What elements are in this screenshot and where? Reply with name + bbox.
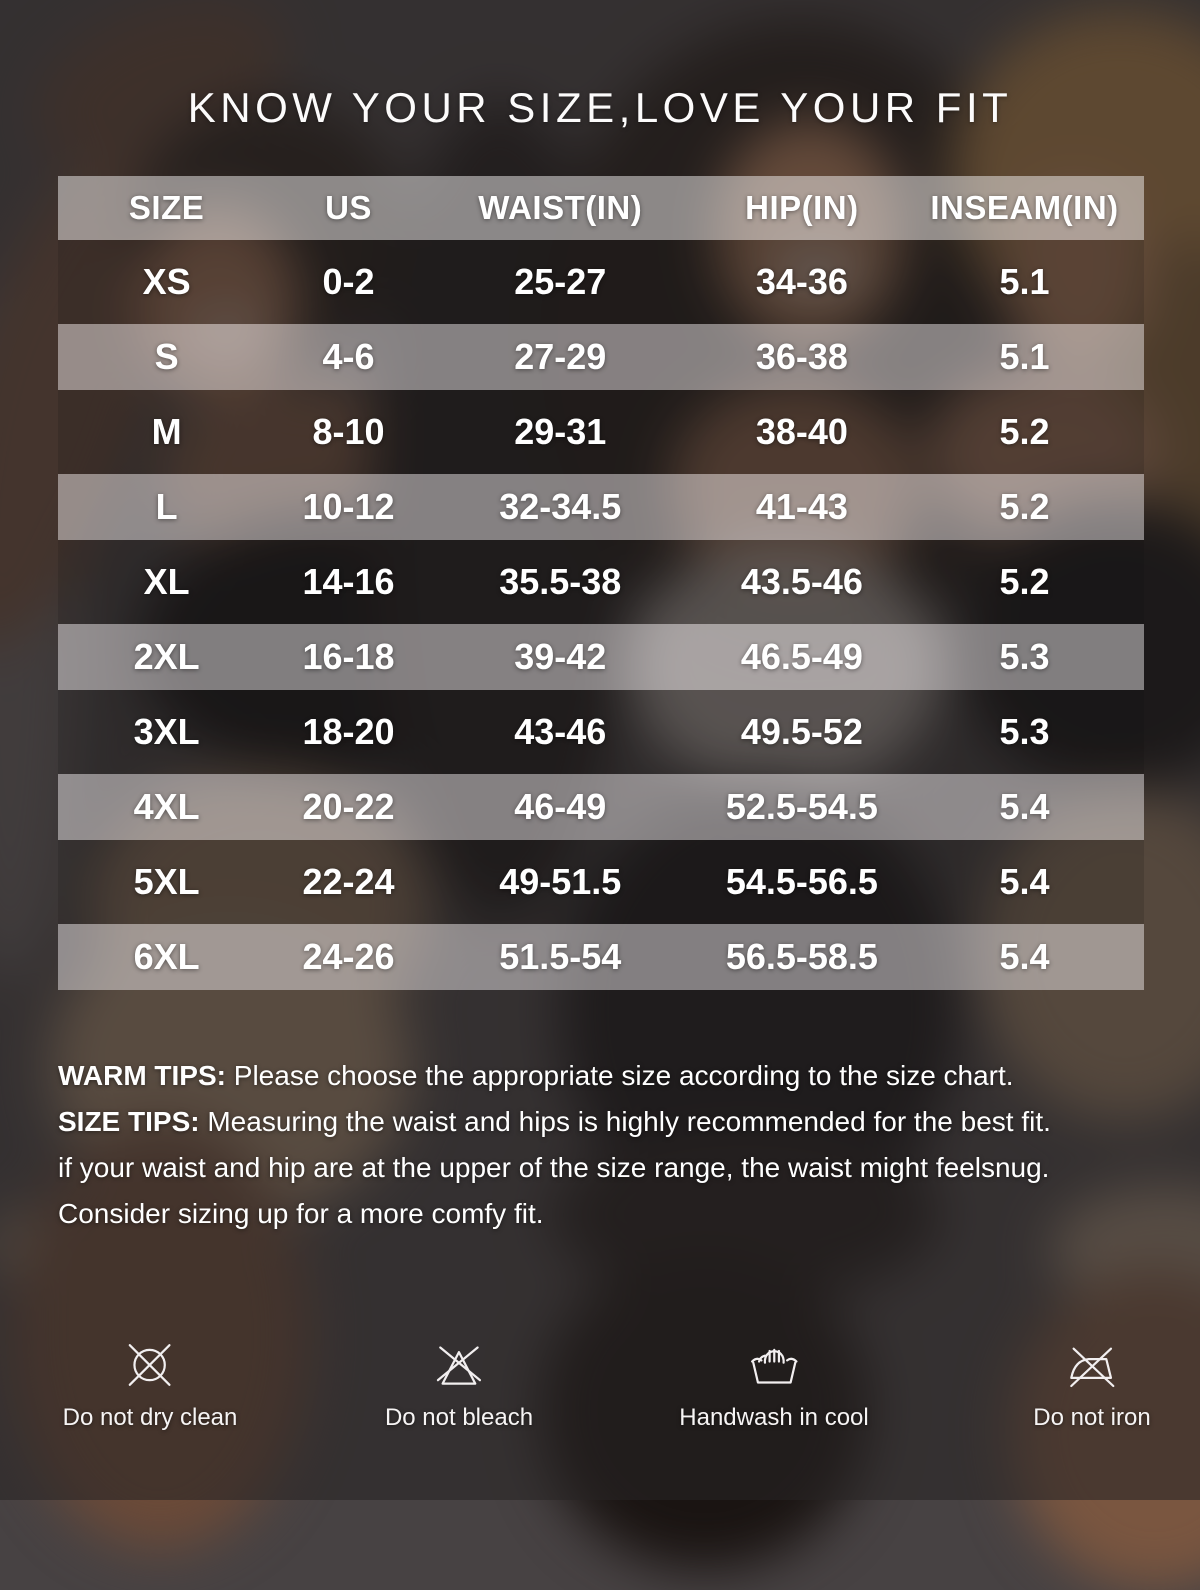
- table-row-xs: [58, 240, 1144, 324]
- warm-tips-text: Please choose the appropriate size according to the size chart.: [226, 1060, 1014, 1091]
- cell-inseam: 5.4: [999, 861, 1050, 902]
- cell-inseam: 5.2: [999, 486, 1050, 527]
- table-row-3xl: [58, 690, 1144, 774]
- cell-size: 6XL: [133, 936, 200, 977]
- cell-size: L: [155, 486, 178, 527]
- handwash-icon: [746, 1337, 802, 1393]
- table-row-xl: [58, 540, 1144, 624]
- cell-size: M: [151, 411, 182, 452]
- table-row-6xl: [58, 924, 1144, 990]
- cell-inseam: 5.3: [999, 636, 1050, 677]
- tips-line-4: Consider sizing up for a more comfy fit.: [58, 1198, 544, 1229]
- size-tips-label: SIZE TIPS:: [58, 1106, 200, 1137]
- do-not-bleach-icon: [431, 1337, 487, 1393]
- size-tips-text: Measuring the waist and hips is highly recommended for the best fit.: [199, 1106, 1051, 1137]
- cell-inseam: 5.1: [999, 336, 1050, 377]
- size-tips-line: [58, 1099, 1148, 1145]
- tips-line-3: if your waist and hip are at the upper of the size range, the waist might feelsnug.: [58, 1152, 1050, 1183]
- cell-hip: 43.5-46: [740, 561, 863, 602]
- care-instructions: [0, 1337, 1200, 1477]
- cell-inseam: 5.4: [999, 936, 1050, 977]
- cell-waist: 32-34.5: [499, 486, 622, 527]
- cell-hip: 52.5-54.5: [725, 786, 878, 827]
- cell-size: 5XL: [133, 861, 200, 902]
- cell-us: 20-22: [302, 786, 395, 827]
- care-label: Handwash in cool: [679, 1404, 869, 1431]
- cell-inseam: 5.4: [999, 786, 1050, 827]
- cell-hip: 36-38: [755, 336, 848, 377]
- warm-tips-label: WARM TIPS:: [58, 1060, 226, 1091]
- care-item-do-not-dry-clean: [63, 1337, 238, 1432]
- table-row-s: [58, 324, 1144, 390]
- cell-waist: 29-31: [514, 411, 607, 452]
- do-not-iron-icon: [1064, 1337, 1120, 1393]
- care-label: Do not bleach: [384, 1404, 534, 1431]
- column-header-us: US: [325, 189, 372, 226]
- care-item-handwash: [679, 1337, 868, 1432]
- cell-waist: 46-49: [514, 786, 607, 827]
- cell-us: 16-18: [302, 636, 395, 677]
- care-item-do-not-bleach: [385, 1337, 533, 1432]
- page-title: KNOW YOUR SIZE,LOVE YOUR FIT: [187, 84, 1013, 131]
- cell-waist: 49-51.5: [499, 861, 622, 902]
- sizing-tips: [58, 1053, 1148, 1237]
- cell-size: 2XL: [133, 636, 200, 677]
- cell-inseam: 5.1: [999, 261, 1050, 302]
- cell-waist: 39-42: [514, 636, 607, 677]
- cell-us: 4-6: [322, 336, 375, 377]
- cell-us: 24-26: [302, 936, 395, 977]
- cell-size: XS: [142, 261, 191, 302]
- cell-hip: 54.5-56.5: [725, 861, 878, 902]
- care-label: Do not dry clean: [62, 1404, 238, 1431]
- column-header-hip: HIP(IN): [745, 189, 859, 226]
- cell-us: 18-20: [302, 711, 395, 752]
- cell-waist: 25-27: [514, 261, 607, 302]
- cell-size: S: [154, 336, 179, 377]
- cell-size: XL: [143, 561, 190, 602]
- cell-size: 4XL: [133, 786, 200, 827]
- cell-us: 14-16: [302, 561, 395, 602]
- cell-inseam: 5.2: [999, 411, 1050, 452]
- cell-hip: 38-40: [755, 411, 848, 452]
- cell-inseam: 5.3: [999, 711, 1050, 752]
- table-row-l: [58, 474, 1144, 540]
- cell-hip: 49.5-52: [740, 711, 863, 752]
- column-header-inseam: INSEAM(IN): [930, 189, 1119, 226]
- table-row-m: [58, 390, 1144, 474]
- cell-size: 3XL: [133, 711, 200, 752]
- cell-hip: 56.5-58.5: [725, 936, 878, 977]
- cell-us: 22-24: [302, 861, 395, 902]
- table-row-2xl: [58, 624, 1144, 690]
- cell-inseam: 5.2: [999, 561, 1050, 602]
- cell-waist: 35.5-38: [499, 561, 622, 602]
- warm-tips-line: [58, 1053, 1148, 1099]
- care-item-do-not-iron: [1033, 1337, 1150, 1432]
- cell-waist: 51.5-54: [499, 936, 622, 977]
- cell-hip: 41-43: [755, 486, 848, 527]
- care-label: Do not iron: [1033, 1404, 1151, 1431]
- size-chart-table: [58, 176, 1144, 990]
- table-row-4xl: [58, 774, 1144, 840]
- cell-hip: 46.5-49: [740, 636, 863, 677]
- column-header-waist: WAIST(IN): [478, 189, 643, 226]
- table-header-row: [58, 176, 1144, 240]
- cell-us: 0-2: [322, 261, 375, 302]
- cell-waist: 43-46: [514, 711, 607, 752]
- do-not-dry-clean-icon: [122, 1337, 178, 1393]
- column-header-size: SIZE: [128, 189, 205, 226]
- cell-us: 10-12: [302, 486, 395, 527]
- cell-waist: 27-29: [514, 336, 607, 377]
- table-row-5xl: [58, 840, 1144, 924]
- cell-us: 8-10: [312, 411, 385, 452]
- cell-hip: 34-36: [755, 261, 848, 302]
